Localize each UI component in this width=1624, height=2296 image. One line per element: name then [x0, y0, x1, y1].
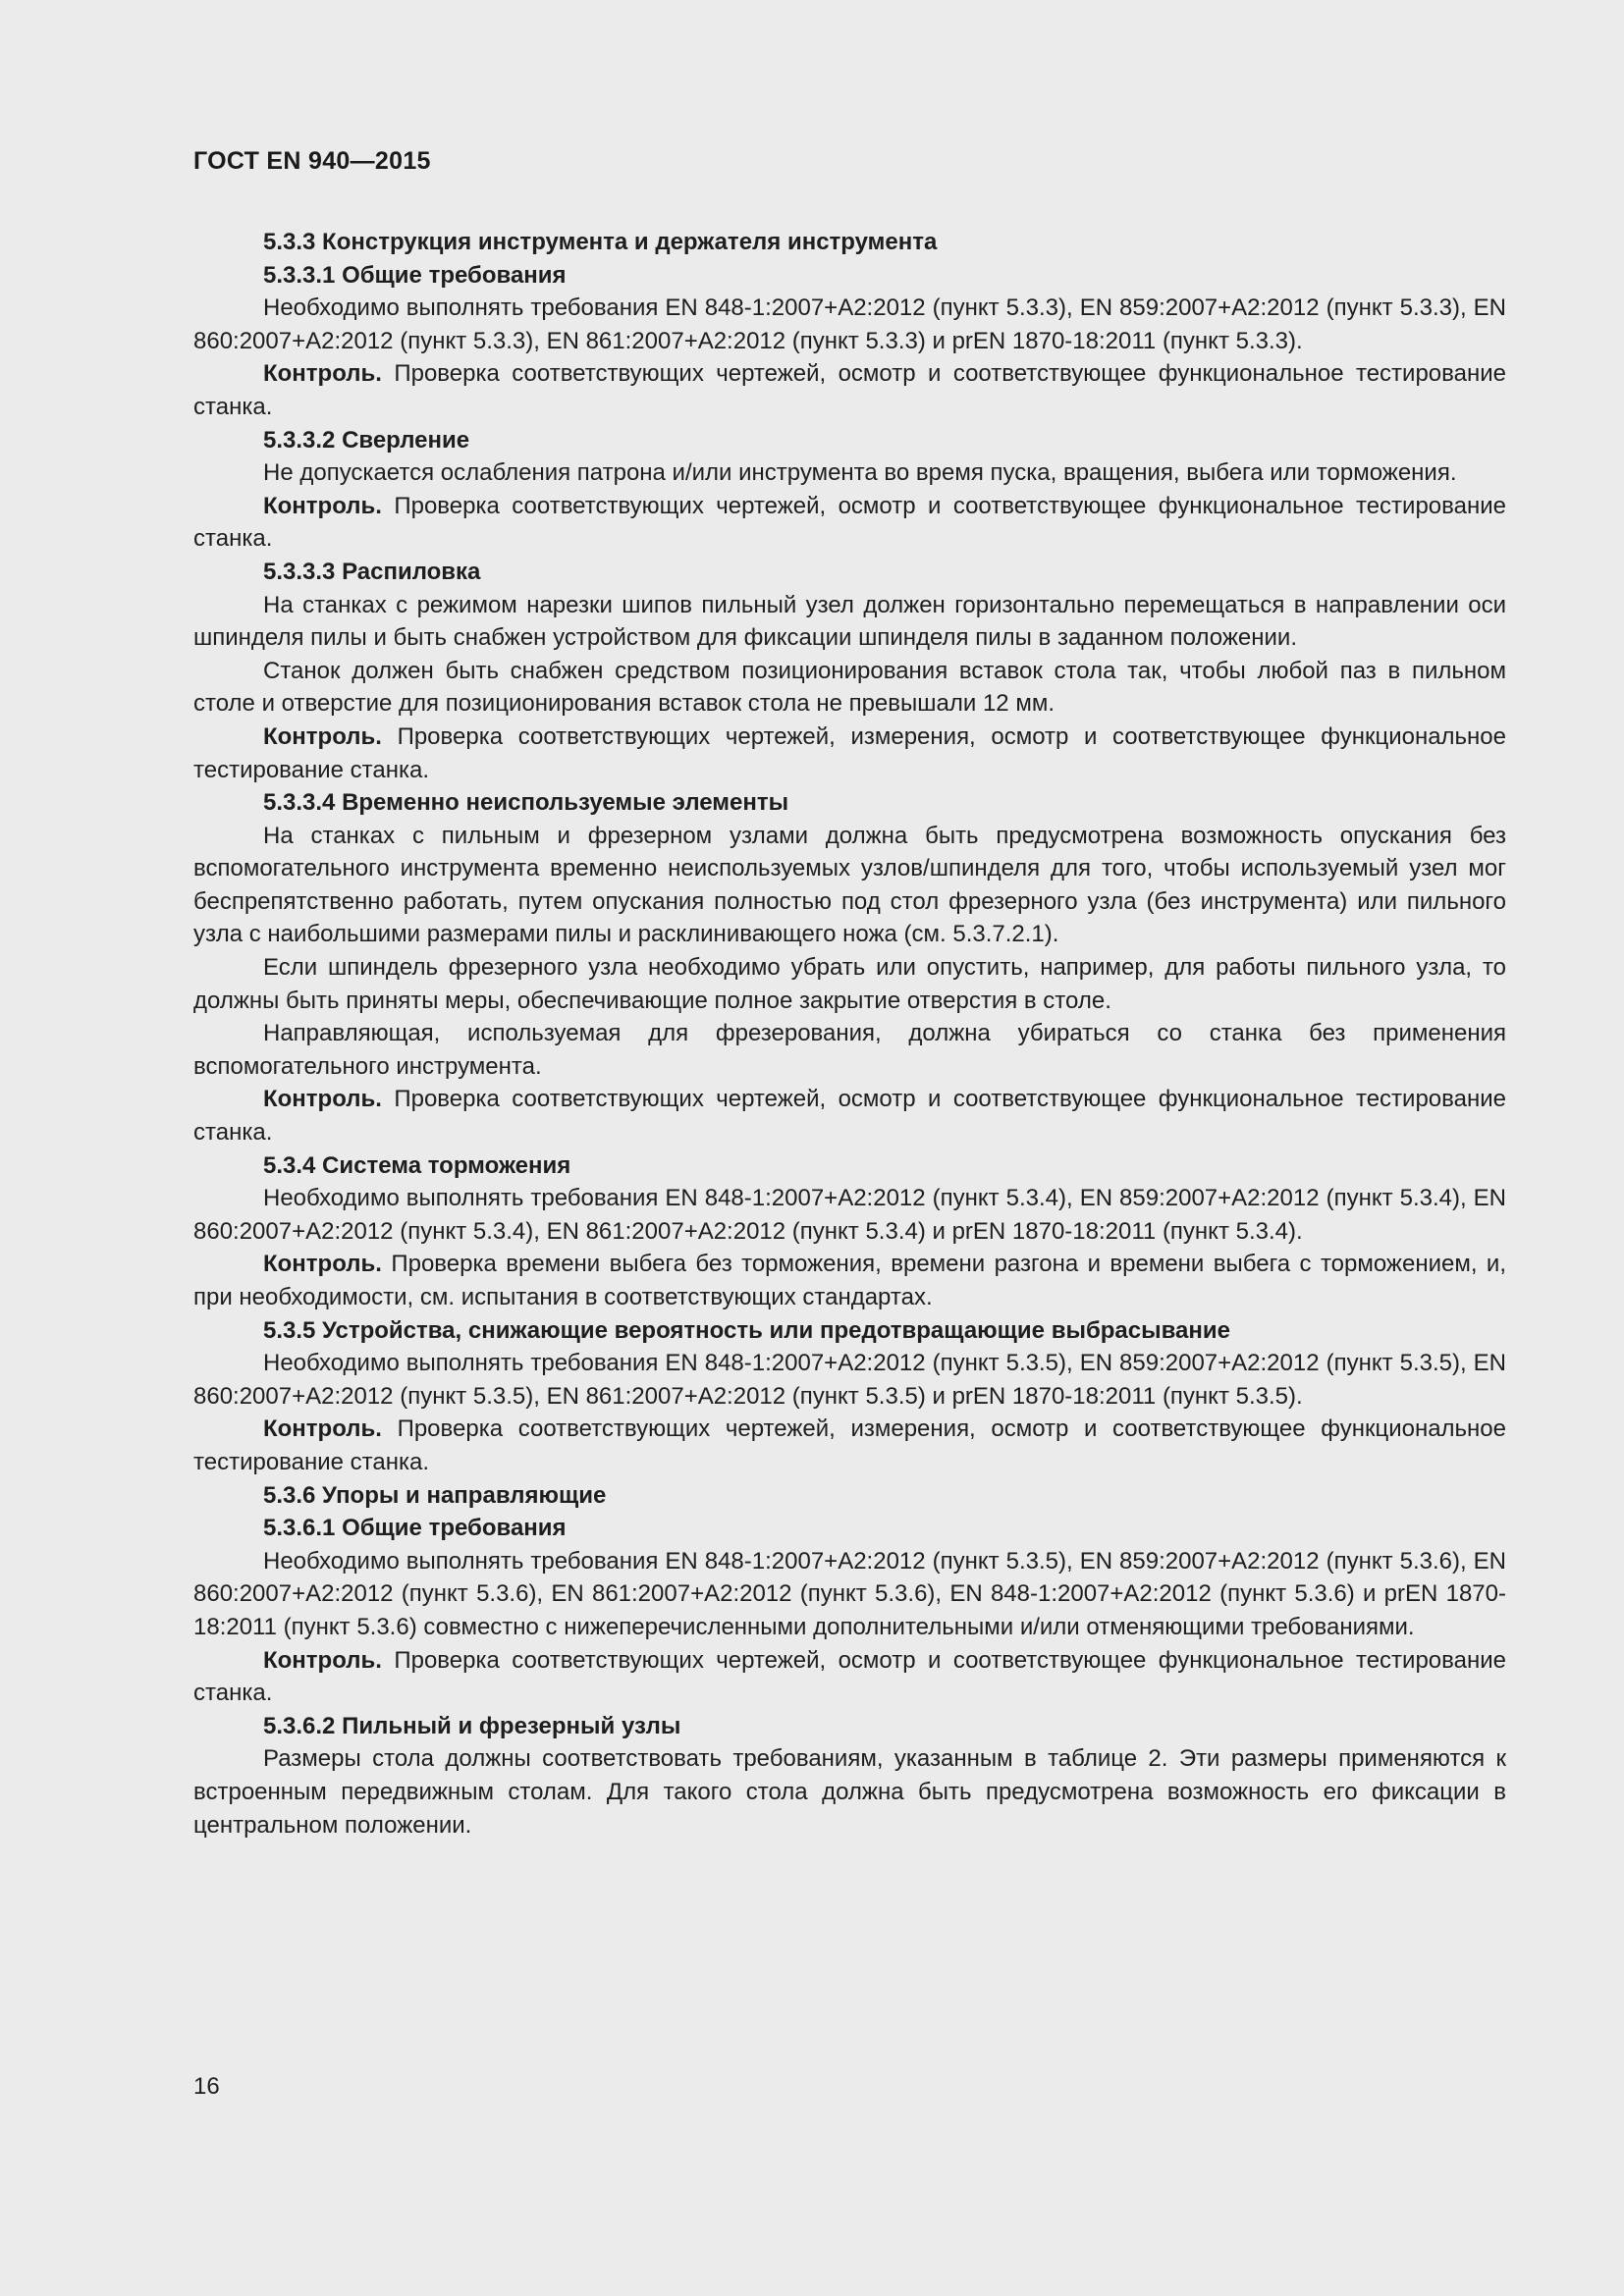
control-text: Проверка соответствующих чертежей, измерения, осмотр и соответствующее функциональное тестирование станка. — [193, 722, 1506, 783]
section-heading-5-3-3-3: 5.3.3.3 Распиловка — [263, 558, 481, 585]
section-heading-5-3-6-2: 5.3.6.2 Пильный и фрезерный узлы — [263, 1712, 681, 1739]
control-paragraph — [193, 1248, 1506, 1313]
control-label: Контроль. — [263, 1646, 382, 1674]
control-text: Проверка соответствующих чертежей, осмотр и соответствующее функциональное тестирование станка. — [193, 360, 1506, 420]
document-header: ГОСТ EN 940—2015 — [193, 147, 431, 175]
paragraph: На станках с режимом нарезки шипов пильный узел должен горизонтально перемещаться в направлении оси шпинделя пилы и быть снабжен устройством для фиксации шпинделя пилы в заданном положении. — [193, 591, 1506, 652]
control-paragraph — [193, 1413, 1506, 1478]
page-number: 16 — [193, 2073, 220, 2100]
control-text: Проверка соответствующих чертежей, осмотр и соответствующее функциональное тестирование станка. — [193, 1646, 1506, 1707]
paragraph: Необходимо выполнять требования EN 848-1:2007+A2:2012 (пункт 5.3.4), EN 859:2007+A2:2012 (пункт 5.3.4), EN 860:2007+A2:2012 (пункт 5.3.4), EN 861:2007+A2:2012 (пункт 5.3.4) и prEN 1870-18:2011 (пункт 5.3.4). — [193, 1185, 1506, 1245]
paragraph: Необходимо выполнять требования EN 848-1:2007+A2:2012 (пункт 5.3.5), EN 859:2007+A2:2012 (пункт 5.3.5), EN 860:2007+A2:2012 (пункт 5.3.5), EN 861:2007+A2:2012 (пункт 5.3.5) и prEN 1870-18:2011 (пункт 5.3.5). — [193, 1350, 1506, 1410]
control-text: Проверка соответствующих чертежей, осмотр и соответствующее функциональное тестирование станка. — [193, 492, 1506, 553]
section-heading-5-3-3-4: 5.3.3.4 Временно неиспользуемые элементы — [263, 789, 789, 817]
paragraph: Размеры стола должны соответствовать требованиям, указанным в таблице 2. Эти размеры применяются к встроенным передвижным столам. Для такого стола должна быть предусмотрена возможность его фиксации в центральном положении. — [193, 1745, 1506, 1839]
document-body — [193, 226, 1506, 1842]
control-label: Контроль. — [263, 1415, 382, 1443]
control-label: Контроль. — [263, 1251, 382, 1278]
control-paragraph — [193, 490, 1506, 556]
control-label: Контроль. — [263, 360, 382, 388]
control-label: Контроль. — [263, 1086, 382, 1113]
control-paragraph — [193, 1644, 1506, 1710]
paragraph: Необходимо выполнять требования EN 848-1:2007+A2:2012 (пункт 5.3.5), EN 859:2007+A2:2012 (пункт 5.3.6), EN 860:2007+A2:2012 (пункт 5.3.6), EN 861:2007+A2:2012 (пункт 5.3.6), EN 848-1:2007+A2:2012 (пункт 5.3.6) и prEN 1870-18:2011 (пункт 5.3.6) совместно с нижеперечисленными дополнительными и/или отменяющими требованиями. — [193, 1547, 1506, 1640]
section-heading-5-3-4: 5.3.4 Система торможения — [263, 1151, 571, 1179]
paragraph: На станках с пильным и фрезерном узлами должна быть предусмотрена возможность опускания без вспомогательного инструмента временно неиспользуемых узлов/шпинделя для того, чтобы используемый узел мог беспрепятственно работать, путем опускания полностью под стол фрезерного узла (без инструмента) или пильного узла с наибольшими размерами пилы и расклинивающего ножа (см. 5.3.7.2.1). — [193, 822, 1506, 948]
section-heading-5-3-6: 5.3.6 Упоры и направляющие — [263, 1481, 607, 1509]
section-heading-5-3-3-1: 5.3.3.1 Общие требования — [263, 261, 567, 289]
paragraph: Если шпиндель фрезерного узла необходимо убрать или опустить, например, для работы пильного узла, то должны быть приняты меры, обеспечивающие полное закрытие отверстия в столе. — [193, 954, 1506, 1014]
control-text: Проверка времени выбега без торможения, времени разгона и времени выбега с торможением, и, при необходимости, см. испытания в соответствующих стандартах. — [193, 1251, 1506, 1310]
section-heading-5-3-3-2: 5.3.3.2 Сверление — [263, 426, 470, 454]
paragraph: Направляющая, используемая для фрезерования, должна убираться со станка без применения вспомогательного инструмента. — [193, 1020, 1506, 1080]
control-paragraph — [193, 357, 1506, 423]
paragraph: Необходимо выполнять требования EN 848-1:2007+A2:2012 (пункт 5.3.3), EN 859:2007+A2:2012 (пункт 5.3.3), EN 860:2007+A2:2012 (пункт 5.3.3), EN 861:2007+A2:2012 (пункт 5.3.3) и prEN 1870-18:2011 (пункт 5.3.3). — [193, 294, 1506, 354]
control-label: Контроль. — [263, 722, 382, 750]
paragraph: Не допускается ослабления патрона и/или инструмента во время пуска, вращения, выбега или торможения. — [263, 459, 1457, 487]
control-text: Проверка соответствующих чертежей, измерения, осмотр и соответствующее функциональное тестирование станка. — [193, 1415, 1506, 1475]
control-paragraph — [193, 1083, 1506, 1148]
section-heading-5-3-6-1: 5.3.6.1 Общие требования — [263, 1515, 567, 1542]
control-paragraph — [193, 721, 1506, 786]
section-heading-5-3-3: 5.3.3 Конструкция инструмента и держателя инструмента — [263, 229, 938, 255]
control-label: Контроль. — [263, 492, 382, 519]
control-text: Проверка соответствующих чертежей, осмотр и соответствующее функциональное тестирование станка. — [193, 1086, 1506, 1147]
section-heading-5-3-5: 5.3.5 Устройства, снижающие вероятность или предотвращающие выбрасывание — [263, 1316, 1230, 1344]
paragraph: Станок должен быть снабжен средством позиционирования вставок стола так, чтобы любой паз в пильном столе и отверстие для позиционирования вставок стола не превышали 12 мм. — [193, 657, 1506, 718]
